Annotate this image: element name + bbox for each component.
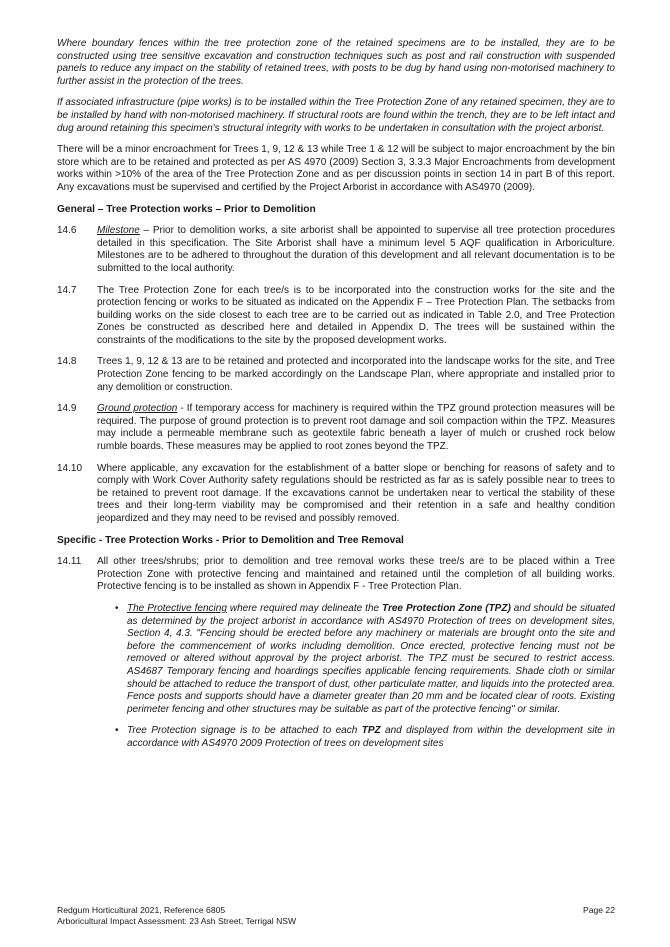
clause-body: Trees 1, 9, 12 & 13 are to be retained and protected and incorporated into the landscape works for the site, and Tree Protection Zone fencing to be marked accordingly on the Landscape Plan, where appropriate and installed prior to any demolition or construction.	[97, 356, 615, 393]
clause-14-7	[57, 285, 615, 348]
clause-text	[97, 225, 615, 275]
clause-text	[97, 403, 615, 453]
bullet-lead: The Protective fencing	[127, 602, 227, 614]
bullet-icon: •	[115, 602, 119, 614]
bullet-bold: Tree Protection Zone (TPZ)	[382, 602, 511, 614]
section-heading-specific: Specific - Tree Protection Works - Prior to Demolition and Tree Removal	[57, 534, 404, 546]
clause-body: The Tree Protection Zone for each tree/s is to be incorporated into the construction works for the site and the protection fencing or works to be situated as indicated on the Appendix F – Tree Protection Plan. The setbacks from building works on the side closest to each tree are to be carried out as indicated in Table 2.0, and Tree Protection Zones be constructed as described here and detailed in Appendix D. The trees will be sustained within the constraints of the modifications to the site by the proposed development works.	[97, 284, 615, 346]
clause-number: 14.7	[57, 284, 77, 296]
clause-body: All other trees/shrubs; prior to demolition and tree removal works these tree/s are to be placed within a Tree Protection Zone with protective fencing and maintained and retained until the completion of all building works. Protective fencing is to be installed as shown in Appendix F - Tree Protection Plan.	[97, 556, 615, 593]
footer-company: Redgum Horticultural 2021, Reference 6805	[57, 905, 226, 915]
page-number: Page 22	[582, 905, 615, 915]
list-item	[105, 725, 615, 750]
list-item	[105, 603, 615, 716]
bullet-mid: where required may delineate the	[226, 602, 383, 614]
clause-body: Where applicable, any excavation for the establishment of a batter slope or benching for reasons of safety and to comply with Work Cover Authority safety regulations should be restricted as far as is safely possible near to trees to be retained to prevent root damage. If the excavations cannot be undertaken near to vertical the stability of these trees and their long-term viability may be compromised and their retention in a safe and healthy condition jeopardized and they may need to be revised and possibly removed.	[97, 462, 615, 524]
paragraph-boundary-fences: Where boundary fences within the tree protection zone of the retained specimens are to be installed, they are to be constructed using tree sensitive excavation and construction techniques such as post and rail construction with suspended panels to reduce any impact on the stability of retained trees, with posts to be dug by hand using non-motorised machinery to further assist in the protection of the trees.	[57, 38, 615, 87]
paragraph-infrastructure: If associated infrastructure (pipe works) is to be installed within the Tree Protection Zone of any retained specimen, they are to be installed by hand with non-motorised machinery. If structural roots are found within the trench, they are to be left intact and dug around retaining this specimen's structural integrity with works to be undertaken in consultation with the project arborist.	[57, 97, 615, 134]
clause-14-6	[57, 225, 615, 275]
clause-number: 14.10	[57, 462, 83, 474]
bullet-rest: and displayed from within the development site in accordance with AS4970 2009 Protection of trees on development sites	[127, 725, 615, 749]
bullet-text	[127, 603, 615, 716]
footer-left	[57, 905, 296, 926]
bullet-icon: •	[115, 725, 119, 737]
clause-number: 14.6	[57, 225, 77, 237]
clause-number: 14.9	[57, 403, 77, 415]
clause-body: – Prior to demolition works, a site arborist shall be appointed to supervise all tree protection procedures detailed in this specification. The Site Arborist shall have a minimum level 5 AQF qualification in Arboriculture. Milestones are to be adhered to throughout the duration of this development and all relevant documentation is to be submitted to the local authority.	[97, 225, 615, 274]
clause-number: 14.8	[57, 356, 77, 368]
clause-14-8	[57, 356, 615, 394]
clause-lead: Milestone	[97, 225, 140, 237]
clause-14-10	[57, 463, 615, 526]
footer-report-title: Arboricultural Impact Assessment: 23 Ash Street, Terrigal NSW	[57, 915, 297, 926]
document-body	[57, 38, 615, 760]
clause-14-11	[57, 556, 615, 594]
clause-number: 14.11	[57, 556, 82, 568]
bullet-list	[57, 603, 615, 751]
clause-lead: Ground protection	[97, 403, 178, 415]
section-heading-general: General – Tree Protection works – Prior to Demolition	[57, 203, 316, 215]
bullet-bold: TPZ	[361, 725, 381, 737]
paragraph-encroachment: There will be a minor encroachment for Trees 1, 9, 12 & 13 while Tree 1 & 12 will be subject to major encroachment by the bin store which are to be retained and protected as per AS 4970 (2009) Section 3, 3.3.3 Major Encroachments from development works within >10% of the area of the Tree Protection Zone and as per discussion points in section 14 in part B of this report. Any excavations must be supervised and certified by the Project Arborist in accordance with AS4970 (2009).	[57, 144, 615, 193]
bullet-text	[127, 725, 615, 750]
clause-body: - If temporary access for machinery is required within the TPZ ground protection measures will be required. The purpose of ground protection is to prevent root damage and soil compaction within the TPZ. Measures may include a permeable membrane such as geotextile fabric beneath a layer of mulch or crushed rock below rumble boards. These measures may be applied to root zones beyond the TPZ.	[97, 403, 615, 453]
bullet-rest: and should be situated as determined by the project arborist in accordance with AS4970 Protection of trees on development sites, Section 4, 4.3. "Fencing should be erected before any machinery or materials are brought onto the site and before the commencement of works including demolition. Once erected, protective fencing must not be removed or altered without approval by the project arborist. The TPZ must be secured to restrict access. AS4687 Temporary fencing and hoardings specifies applicable fencing requirements. Shade cloth or similar should be attached to reduce the transport of dust, other particulate matter, and liquids into the protected area. Fence posts and supports should have a diameter greater than 20 mm and be located clear of roots. Existing perimeter fencing and other structures may be suitable as part of the protective fencing" or similar.	[127, 602, 615, 715]
clause-14-9	[57, 403, 615, 453]
bullet-pre: Tree Protection signage is to be attached to each	[127, 725, 362, 737]
